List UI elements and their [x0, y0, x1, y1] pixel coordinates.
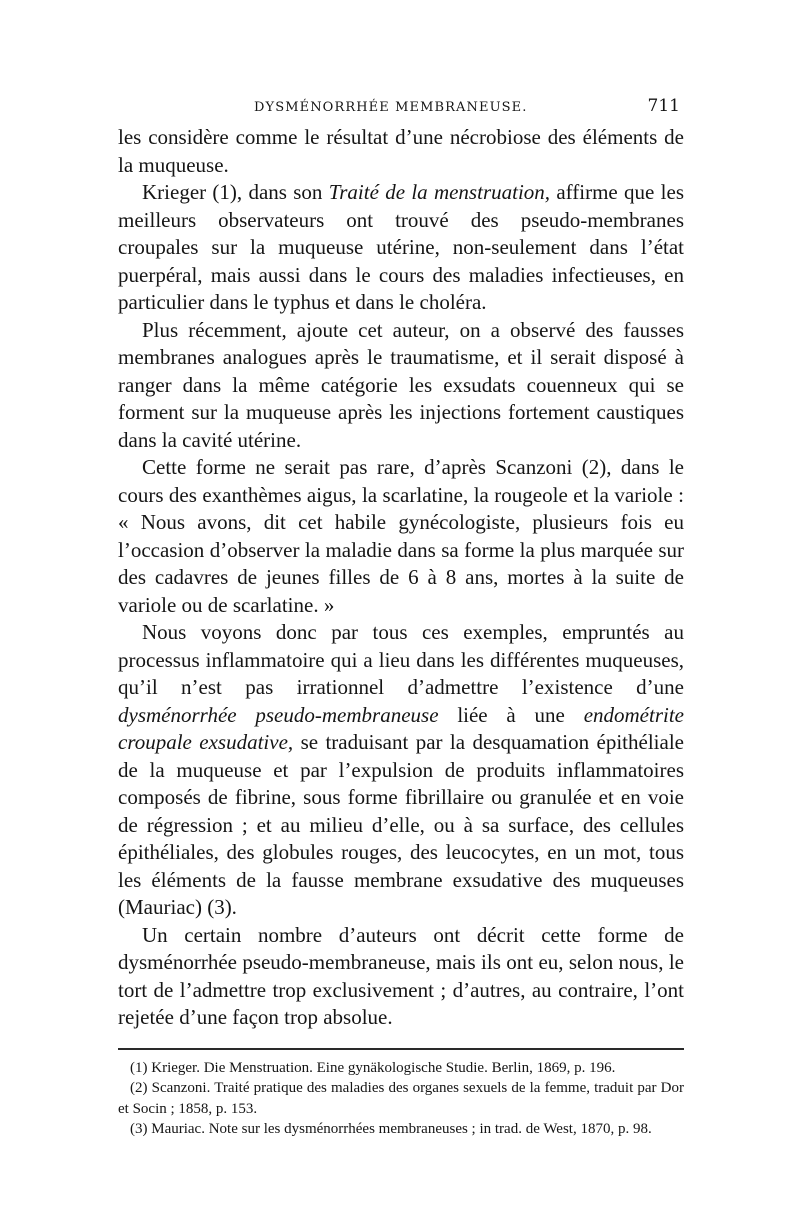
italic-text: endométrite croupale exsudative,	[118, 702, 684, 754]
paragraph	[118, 179, 684, 317]
running-head	[118, 94, 684, 122]
paragraph	[118, 124, 684, 179]
text-run: liée à une	[438, 702, 584, 727]
footnote: (1) Krieger. Die Menstruation. Eine gynäkologische Studie. Berlin, 1869, p. 196.	[130, 1059, 616, 1076]
text-run: Krieger (1), dans son	[142, 180, 329, 204]
text-run: affirme que les meilleurs observateurs ont trouvé des pseudo-membranes croupales sur la muqueuse utérine, non-seulement dans l’état puerpéral, mais aussi dans le cours des maladies infectieuses, en particulier dans le typhus et dans le choléra.	[118, 180, 684, 314]
text-run: Nous voyons donc par tous ces exemples, empruntés au processus inflammatoire qui a lieu dans les différentes muqueuses, qu’il n’est pas irrationnel d’admettre l’existence d’une	[118, 620, 684, 699]
book-page	[118, 94, 684, 1140]
page-number: 711	[647, 96, 680, 116]
footnote: (3) Mauriac. Note sur les dysménorrhées membraneuses ; in trad. de West, 1870, p. 98.	[130, 1121, 652, 1137]
text-run: les considère comme le résultat d’une nécrobiose des éléments de la muqueuse.	[118, 125, 684, 177]
italic-text: dysménorrhée pseudo-membraneuse	[118, 702, 439, 727]
footnote-rule	[118, 1048, 684, 1050]
text-run: Cette forme ne serait pas rare, d’après Scanzoni (2), dans le cours des exanthèmes aigus, la scarlatine, la rougeole et la variole : « Nous avons, dit cet habile gynécologiste, plusieurs fois eu l’occasion d’observer la maladie dans sa forme la plus marquée sur des cadavres de jeunes filles de 6 à 8 ans, mortes à la suite de variole ou de scarlatine. »	[118, 455, 684, 617]
footnote: (2) Scanzoni. Traité pratique des maladies des organes sexuels de la femme, traduit par Dor et Socin ; 1858, p. 153.	[118, 1080, 684, 1117]
text-run: se traduisant par la desquamation épithéliale de la muqueuse et par l’expulsion de produits inflammatoires composés de fibrine, sous forme fibrillaire ou granulée et en voie de régression ; et au milieu d’elle, ou à sa surface, des cellules épithéliales, des globules rouges, des leucocytes, en un mot, tous les éléments de la fausse membrane exsudative des muqueuses (Mauriac) (3).	[118, 730, 684, 919]
paragraph	[118, 454, 684, 619]
paragraph	[118, 619, 684, 922]
footnotes	[118, 1058, 684, 1140]
italic-text: Traité de la menstruation,	[328, 180, 551, 204]
text-run: Plus récemment, ajoute cet auteur, on a observé des fausses membranes analogues après le traumatisme, et il serait disposé à ranger dans la même catégorie les exsudats couenneux qui se forment sur la muqueuse après les injections fortement caustiques dans la cavité utérine.	[118, 317, 684, 452]
running-title: DYSMÉNORRHÉE MEMBRANEUSE.	[254, 100, 528, 115]
body-text	[118, 124, 684, 1032]
text-run: Un certain nombre d’auteurs ont décrit cette forme de dysménorrhée pseudo-membraneuse, mais ils ont eu, selon nous, le tort de l’admettre trop exclusivement ; d’autres, au contraire, l’ont rejetée d’une façon trop absolue.	[118, 922, 684, 1029]
paragraph	[118, 922, 684, 1032]
paragraph	[118, 317, 684, 455]
